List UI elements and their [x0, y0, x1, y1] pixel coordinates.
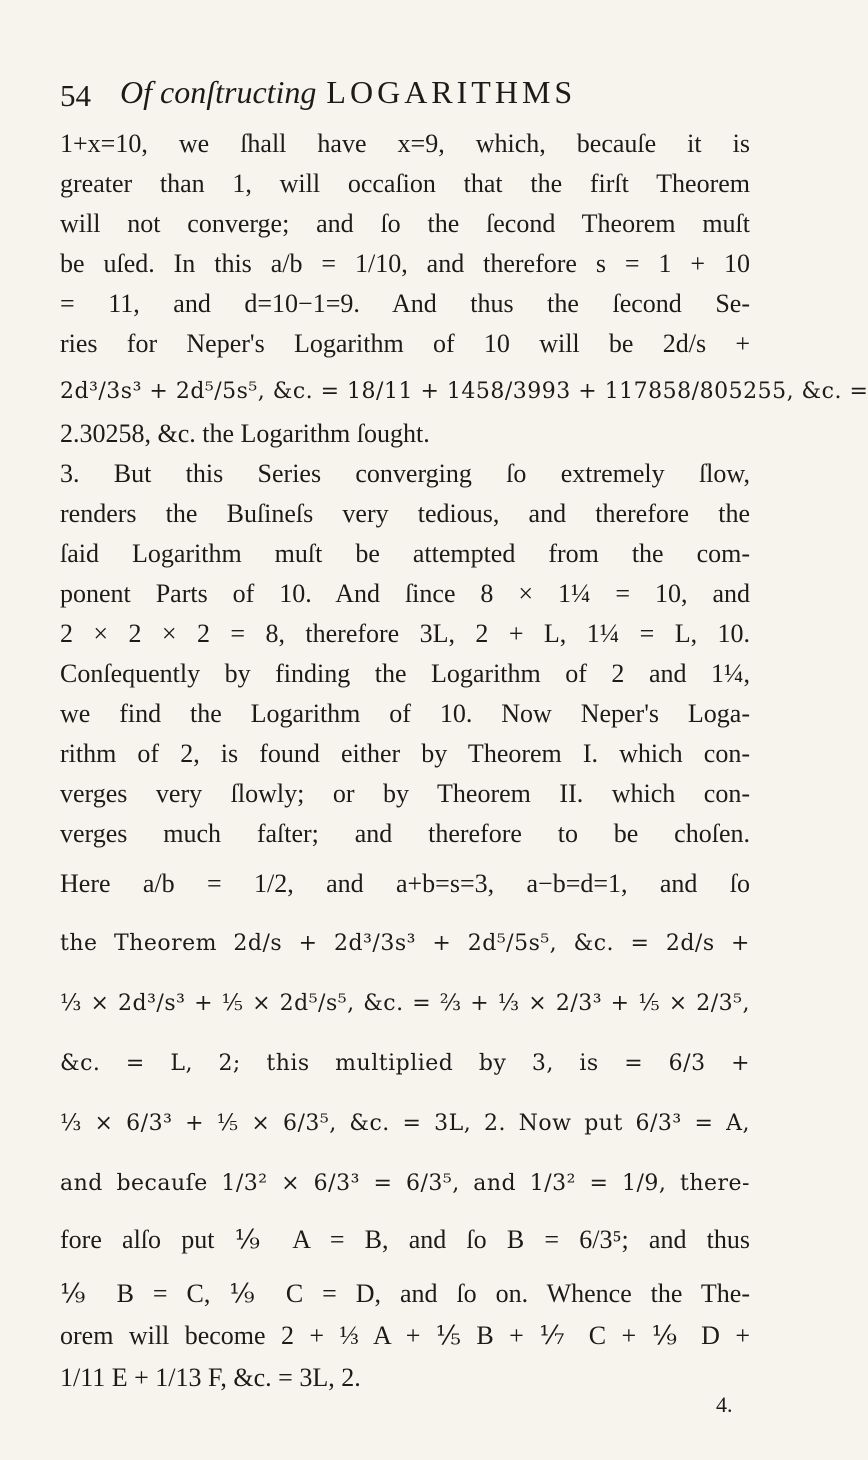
text-line: ponent Parts of 10. And ſince 8 × 1¼ = 10, and [60, 579, 750, 608]
formula-line: ⅓ × 6/3³ + ⅕ × 6/3⁵, &c. = 3L, 2. Now put 6/3³ = A, [60, 1111, 750, 1136]
running-title [120, 74, 576, 111]
page-number: 54 [60, 78, 91, 113]
text-line: 3. But this Series converging ſo extremely ſlow, [60, 459, 750, 488]
formula-line: 2d³/3s³ + 2d⁵/5s⁵, &c. = 18/11 + 1458/3993 + 117858/805255, &c. = [60, 379, 868, 404]
text-line: verges very ſlowly; or by Theorem II. which con- [60, 779, 750, 808]
text-line: 2.30258, &c. the Logarithm ſought. [60, 419, 430, 448]
text-line: verges much faſter; and therefore to be choſen. [60, 819, 750, 848]
text-line: Here a/b = 1/2, and a+b=s=3, a−b=d=1, and ſo [60, 869, 750, 898]
text-line: ſaid Logarithm muſt be attempted from the com- [60, 539, 750, 568]
formula-line: the Theorem 2d/s + 2d³/3s³ + 2d⁵/5s⁵, &c. = 2d/s + [60, 931, 750, 956]
running-title-italic: Of conſtructing [120, 74, 317, 110]
text-line: 1/11 E + 1/13 F, &c. = 3L, 2. [60, 1363, 361, 1392]
formula-line: ⅓ × 2d³/s³ + ⅕ × 2d⁵/s⁵, &c. = ⅔ + ⅓ × 2/3³ + ⅕ × 2/3⁵, [60, 991, 750, 1016]
catchword: 4. [716, 1392, 733, 1417]
formula-line: and becauſe 1/3² × 6/3³ = 6/3⁵, and 1/3² = 1/9, there- [60, 1171, 750, 1196]
text-line: 2 × 2 × 2 = 8, therefore 3L, 2 + L, 1¼ = L, 10. [60, 619, 750, 648]
running-title-caps: LOGARITHMS [326, 74, 577, 110]
formula-line: &c. = L, 2; this multiplied by 3, is = 6/3 + [60, 1051, 750, 1076]
text-line: 1+x=10, we ſhall have x=9, which, becauſe it is [60, 129, 750, 158]
running-header [60, 72, 750, 122]
text-line: greater than 1, will occaſion that the firſt Theorem [60, 169, 750, 198]
text-line: renders the Buſineſs very tedious, and therefore the [60, 499, 750, 528]
text-line: Conſequently by finding the Logarithm of 2 and 1¼, [60, 659, 750, 688]
text-line: we find the Logarithm of 10. Now Neper's Loga- [60, 699, 750, 728]
text-line: orem will become 2 + ⅓ A + ⅕ B + ⅐ C + ⅑ D + [60, 1321, 750, 1350]
text-line: = 11, and d=10−1=9. And thus the ſecond Se- [60, 289, 750, 318]
text-line: will not converge; and ſo the ſecond Theorem muſt [60, 209, 750, 238]
text-line: fore alſo put ⅑ A = B, and ſo B = 6/3⁵; and thus [60, 1225, 750, 1254]
text-line: ⅑ B = C, ⅑ C = D, and ſo on. Whence the The- [60, 1279, 750, 1308]
text-line: rithm of 2, is found either by Theorem I. which con- [60, 739, 750, 768]
text-line: be uſed. In this a/b = 1/10, and therefore s = 1 + 10 [60, 249, 750, 278]
text-line: ries for Neper's Logarithm of 10 will be 2d/s + [60, 329, 750, 358]
